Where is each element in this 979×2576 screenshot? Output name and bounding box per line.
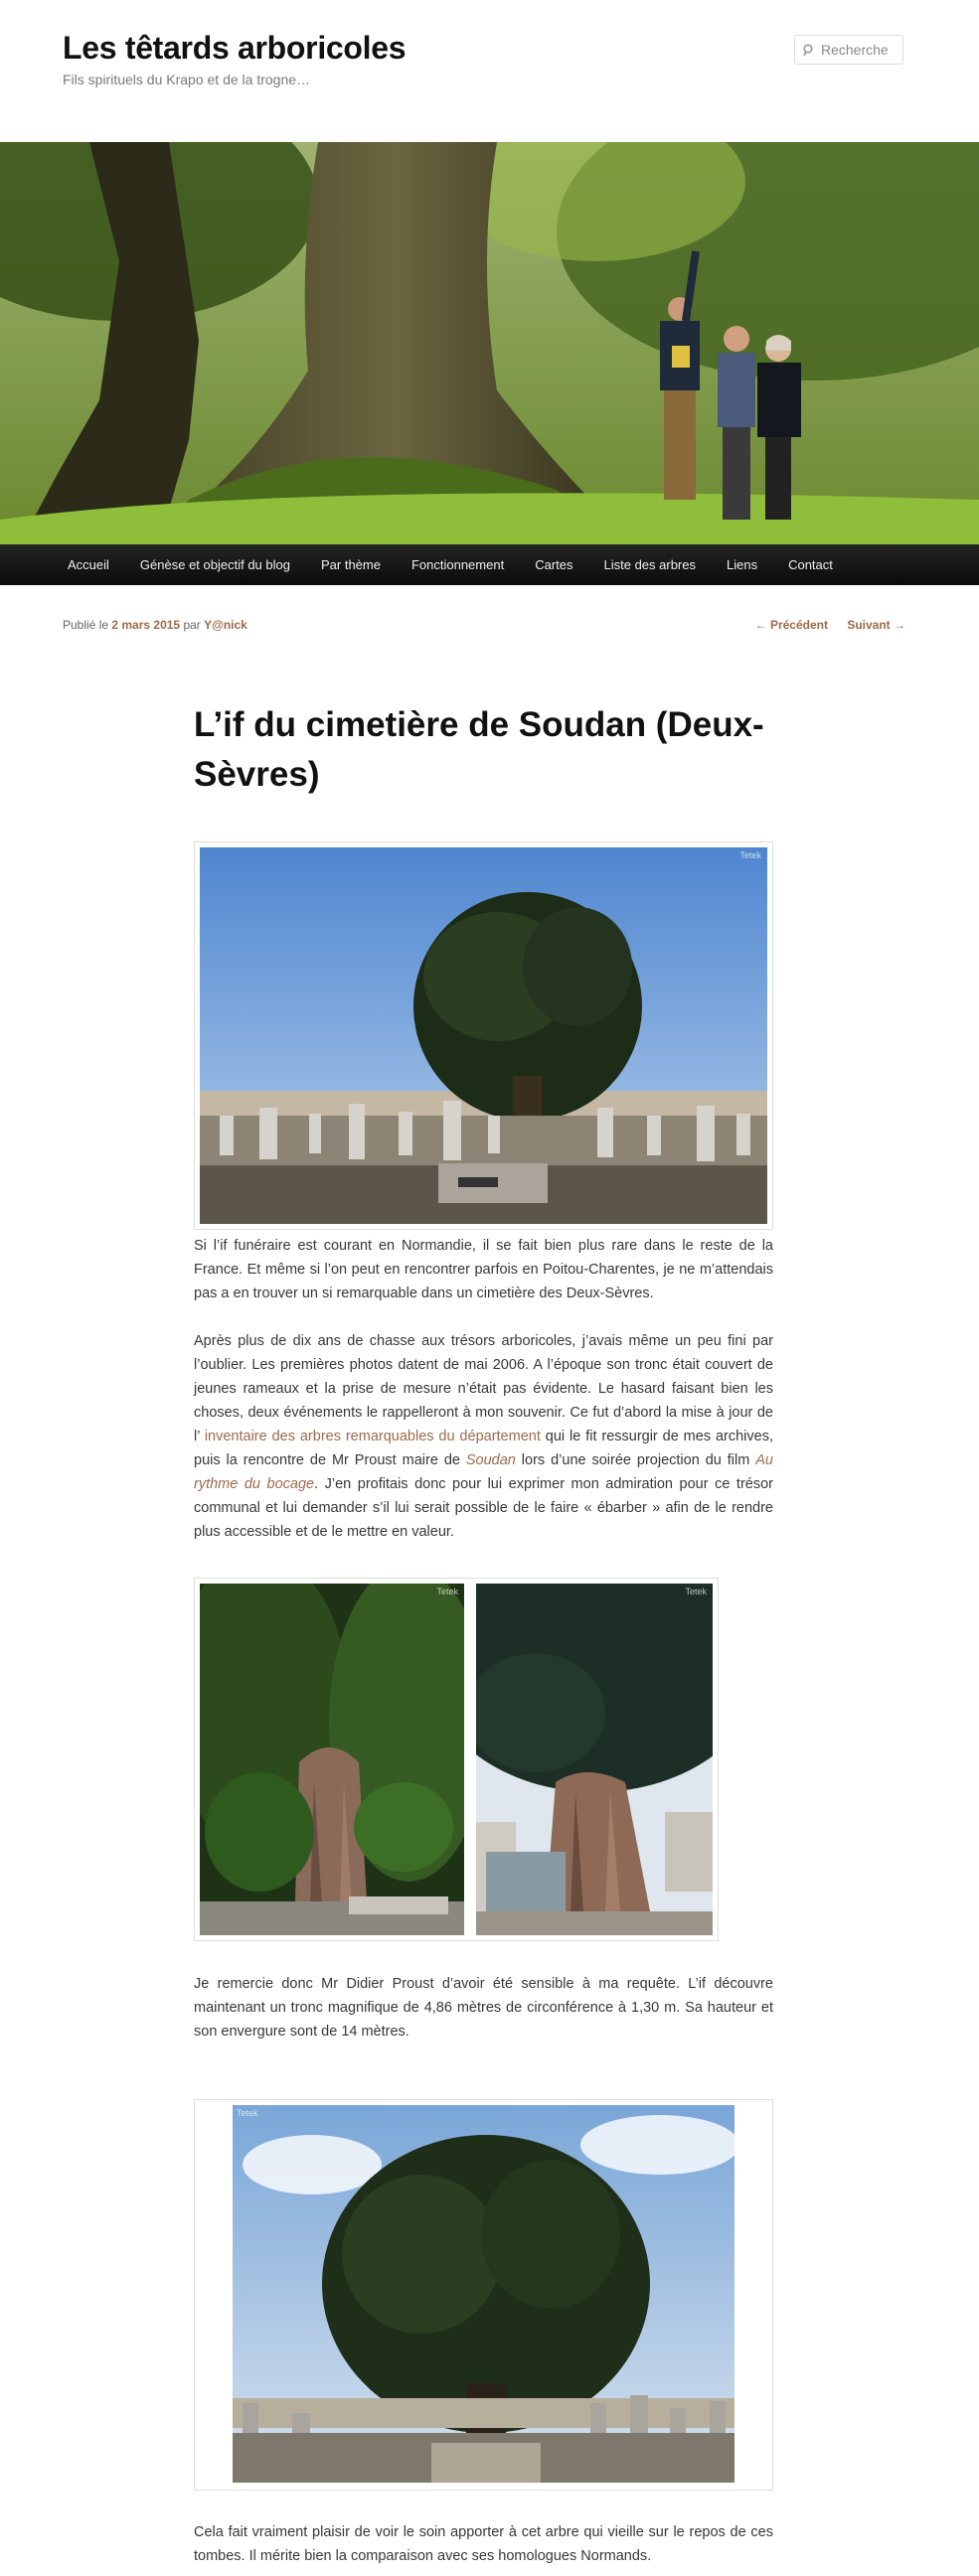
nav-par-theme[interactable]: Par thème	[320, 557, 381, 572]
site-description: Fils spirituels du Krapo et de la trogne…	[63, 72, 311, 87]
nav-liens[interactable]: Liens	[727, 557, 758, 572]
nav-fonctionnement[interactable]: Fonctionnement	[410, 557, 505, 572]
post-date-link[interactable]: 2 mars 2015	[111, 618, 181, 632]
author-link[interactable]: Y@nick	[204, 618, 247, 632]
site-title[interactable]: Les têtards arboricoles	[63, 30, 407, 66]
next-link[interactable]: Suivant →	[847, 618, 905, 632]
photo-watermark-3: Tetek	[685, 1587, 707, 1596]
search-input[interactable]	[794, 35, 903, 65]
soudan-link[interactable]: Soudan	[465, 1452, 516, 1468]
post-title: L’if du cimetière de Soudan (Deux-Sèvres)	[194, 705, 764, 794]
post-meta	[63, 618, 247, 632]
nav-contact[interactable]: Contact	[788, 557, 833, 572]
nav-accueil[interactable]: Accueil	[68, 557, 109, 572]
photo-whole-tree[interactable]	[233, 2105, 734, 2483]
paragraph-2-text-3: lors d’une soirée projection du film	[515, 1452, 756, 1468]
published-prefix: Publié le	[63, 618, 109, 632]
photo-watermark: Tetek	[739, 850, 761, 860]
main-navigation	[0, 544, 979, 585]
site-header	[0, 0, 979, 142]
nav-genese[interactable]: Génèse et objectif du blog	[139, 557, 290, 572]
photo-watermark-2: Tetek	[436, 1587, 458, 1596]
film-link[interactable]: Au rythme du bocage	[194, 1452, 773, 1492]
inventory-link[interactable]: inventaire des arbres remarquables du département	[204, 1429, 541, 1444]
photo-cemetery-yew[interactable]	[200, 847, 767, 1224]
by-label: par	[183, 618, 201, 632]
photo-trunk-cleared[interactable]	[476, 1584, 713, 1935]
paragraph-1: Si l’if funéraire est courant en Normandie, il se fait bien plus rare dans le reste de la France. Et même si l’on peut en rencontrer parfois en Poitou-Charentes, je ne m’attendais pas a en trouver un si remarquable dans un cimetière des Deux-Sèvres.	[194, 1238, 773, 1301]
header-image	[0, 142, 979, 544]
paragraph-2-text-4: . J’en profitais donc pour lui exprimer mon admiration pour ce trésor communal et lui demander s’il lui serait possible de le faire « ébarber » afin de le rendre plus accessible et de le mettre en valeur.	[194, 1476, 773, 1540]
paragraph-2	[194, 1329, 773, 1544]
previous-link[interactable]: ← Précédent	[754, 618, 828, 632]
paragraph-3: Je remercie donc Mr Didier Proust d’avoir été sensible à ma requête. L’if découvre maintenant un tronc magnifique de 4,86 mètres de circonférence à 1,30 m. Sa hauteur et son envergure sont de 14 mètres.	[194, 1976, 773, 2040]
person-2	[718, 326, 755, 520]
search-icon	[803, 44, 815, 57]
paragraph-2-text-1: Après plus de dix ans de chasse aux trésors arboricoles, j’avais même un peu fini par l’oublier. Les premières photos datent de mai 2006. A l’époque son tronc était couvert de jeunes rameaux et la prise de mesure n’était pas évidente. Le hasard faisant bien les choses, deux événements le rappelleront à mon souvenir. Ce fut d’abord la mise à jour de l’	[194, 1333, 773, 1444]
post-navigation	[739, 618, 905, 632]
search-placeholder: Recherche	[821, 42, 889, 58]
paragraph-2-text-2: qui le fit ressurgir de mes archives, puis la rencontre de Mr Proust maire de	[194, 1429, 773, 1468]
photo-trunk-2006[interactable]	[200, 1584, 464, 1935]
paragraph-4: Cela fait vraiment plaisir de voir le soin apporter à cet arbre qui vieille sur le repos de ces tombes. Il mérite bien la comparaison avec ses homologues Normands.	[194, 2524, 773, 2564]
nav-cartes[interactable]: Cartes	[535, 557, 573, 572]
nav-liste-arbres[interactable]: Liste des arbres	[603, 557, 696, 572]
photo-watermark-4: Tetek	[237, 2108, 258, 2118]
